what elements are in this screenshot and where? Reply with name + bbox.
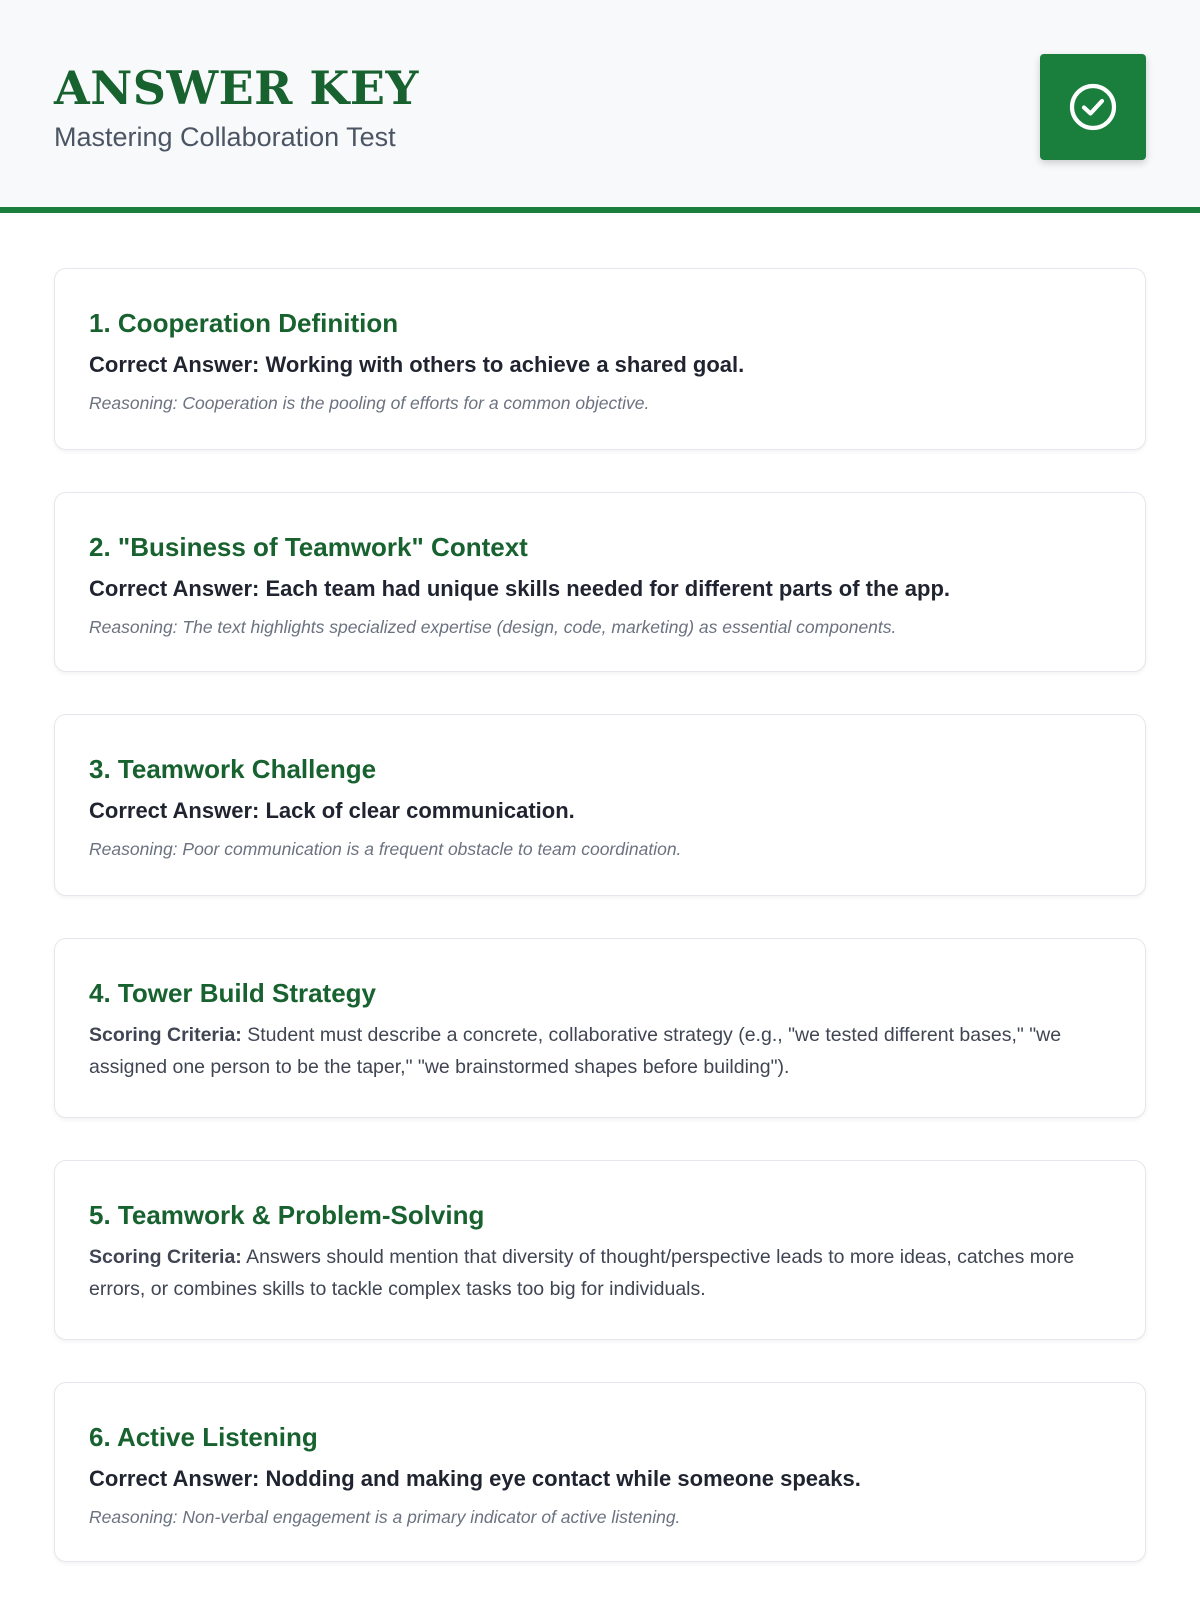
scoring-criteria-text: Student must describe a concrete, collaborative strategy (e.g., "we tested different bases," "we assigned one person to be the taper," "we brainstormed shapes before building").	[89, 1024, 1062, 1078]
reasoning-text: Reasoning: Poor communication is a frequent obstacle to team coordination.	[89, 839, 682, 859]
correct-answer: Correct Answer: Nodding and making eye contact while someone speaks.	[89, 1466, 861, 1491]
reasoning-text: Reasoning: Non-verbal engagement is a primary indicator of active listening.	[89, 1507, 681, 1527]
question-title: 5. Teamwork & Problem-Solving	[89, 1200, 485, 1230]
reasoning-text: Reasoning: The text highlights specialized expertise (design, code, marketing) as essential components.	[89, 617, 897, 637]
page-header	[0, 0, 1200, 213]
answer-card-1	[54, 268, 1146, 450]
answer-card-4	[54, 938, 1146, 1118]
scoring-criteria-label: Scoring Criteria:	[89, 1024, 242, 1046]
question-title: 3. Teamwork Challenge	[89, 754, 377, 784]
correct-answer: Correct Answer: Each team had unique skills needed for different parts of the app.	[89, 576, 951, 601]
page-title: ANSWER KEY	[54, 61, 419, 115]
question-title: 1. Cooperation Definition	[89, 308, 399, 338]
answer-card-3	[54, 714, 1146, 896]
question-title: 2. "Business of Teamwork" Context	[89, 532, 528, 562]
scoring-criteria	[89, 1241, 1111, 1305]
scoring-criteria-label: Scoring Criteria:	[89, 1246, 242, 1268]
scoring-criteria-text: Answers should mention that diversity of thought/perspective leads to more ideas, catches more errors, or combines skills to tackle complex tasks too big for individuals.	[89, 1246, 1075, 1300]
answer-card-6	[54, 1382, 1146, 1562]
correct-answer: Correct Answer: Working with others to achieve a shared goal.	[89, 352, 745, 377]
question-title: 6. Active Listening	[89, 1422, 318, 1452]
question-title: 4. Tower Build Strategy	[89, 978, 377, 1008]
correct-answer: Correct Answer: Lack of clear communication.	[89, 798, 575, 823]
answer-card-5	[54, 1160, 1146, 1340]
answer-list	[0, 213, 1200, 1562]
scoring-criteria	[89, 1019, 1111, 1083]
answer-key-badge	[1040, 54, 1146, 160]
reasoning-text: Reasoning: Cooperation is the pooling of efforts for a common objective.	[89, 393, 650, 413]
check-circle-icon	[1068, 82, 1118, 132]
answer-card-2	[54, 492, 1146, 672]
page-subtitle: Mastering Collaboration Test	[54, 122, 396, 152]
